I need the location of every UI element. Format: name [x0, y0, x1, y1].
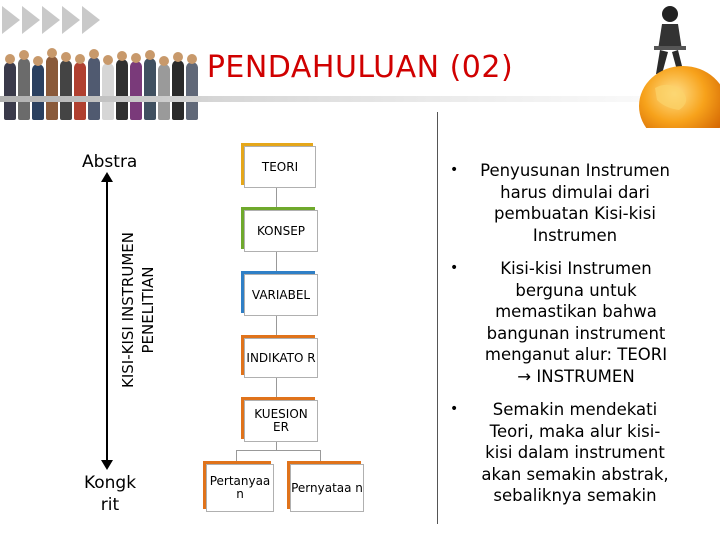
- connector-line: [236, 450, 320, 451]
- bullet-item: [450, 258, 720, 387]
- axis-line: [106, 178, 108, 464]
- leaf-box-pertanyaan: Pertanyaa n: [206, 464, 274, 512]
- chevron-right-icon: [62, 6, 80, 34]
- connector-line: [236, 450, 237, 464]
- hierarchy-box-kuesioner: KUESION ER: [244, 400, 318, 442]
- chevron-right-icon: [82, 6, 100, 34]
- vertical-axis-label-line2: PENELITIAN: [139, 266, 157, 354]
- hierarchy-box-indikator: INDIKATO R: [244, 338, 318, 378]
- connector-line: [276, 250, 277, 274]
- hierarchy-box-teori: TEORI: [244, 146, 316, 188]
- globe-icon: [625, 58, 720, 128]
- abstract-label: Abstra: [82, 152, 138, 172]
- vertical-axis-label-line1: KISI-KISI INSTRUMEN: [119, 232, 137, 388]
- vertical-axis-label: [118, 160, 158, 460]
- hierarchy-box-variabel: VARIABEL: [244, 274, 318, 316]
- bullet-item: [450, 160, 720, 246]
- title-bar: [0, 96, 720, 102]
- hierarchy-box-konsep: KONSEP: [244, 210, 318, 252]
- bullet-text: Penyusunan Instrumen harus dimulai dari pembuatan Kisi-kisi Instrumen: [480, 161, 670, 245]
- chevron-right-icon: [22, 6, 40, 34]
- chevron-right-icon: [2, 6, 20, 34]
- connector-line: [320, 450, 321, 464]
- bullet-icon: •: [450, 401, 459, 417]
- bullet-text: Semakin mendekati Teori, maka alur kisi-kisi dalam instrument akan semakin abstrak, sebaliknya semakin: [481, 400, 669, 505]
- chevron-right-icon: [42, 6, 60, 34]
- bullet-text: Kisi-kisi Instrumen berguna untuk memastikan bahwa bangunan instrument menganut alur: TEORI → INSTRUMEN: [484, 259, 668, 386]
- leaf-box-pernyataan: Pernyataa n: [290, 464, 364, 512]
- connector-line: [276, 186, 277, 210]
- concrete-label: Kongk rit: [83, 473, 137, 515]
- page-title: PENDAHULUAN (02): [206, 50, 514, 85]
- divider: [437, 112, 438, 524]
- bullet-icon: •: [450, 260, 459, 276]
- bullet-icon: •: [450, 162, 459, 178]
- header-arrows: [0, 0, 100, 40]
- connector-line: [276, 314, 277, 338]
- arrow-down-icon: [101, 460, 113, 470]
- connector-line: [276, 376, 277, 400]
- bullet-item: [450, 399, 720, 507]
- bullet-list: [450, 160, 720, 507]
